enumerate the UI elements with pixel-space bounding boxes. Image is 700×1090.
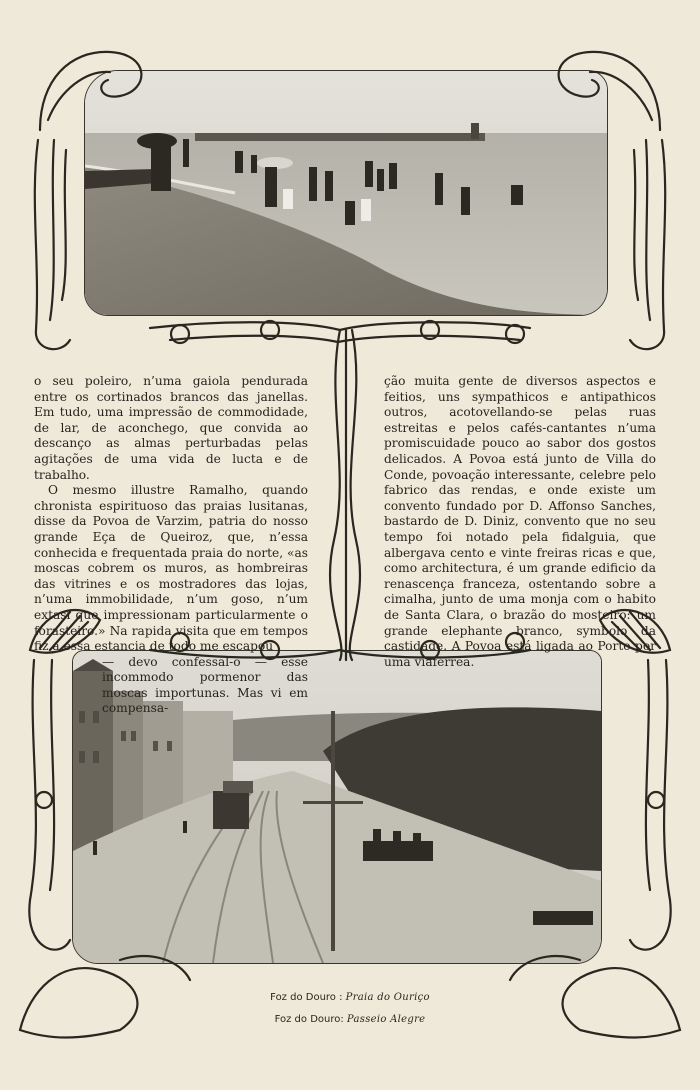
caption-subject: Passeio Alegre <box>346 1014 426 1025</box>
article-right-column <box>384 374 656 670</box>
article-left-column <box>34 374 308 717</box>
caption-bottom-photo <box>0 1014 700 1025</box>
caption-place: Foz do Douro: <box>274 1014 344 1025</box>
beach-scene <box>85 71 607 315</box>
paragraph: — devo confessal-o — esse incommodo pormenor das moscas importunas. Mas vi em compensa- <box>102 654 308 716</box>
caption-subject: Praia do Ouriço <box>345 992 430 1003</box>
paragraph: O mesmo illustre Ramalho, quando chronista espirituoso das praias lusitanas, disse da Povoa de Varzim, patria do nosso grande Eça de Queiroz, que, n’essa conhecida e frequentada praia do norte, «as moscas cobrem os muros, as hombreiras das vitrines e os mostradores das lojas, n’uma immobilidade, n’um goso, n’um extasi que impressionam particularmente o forasteiro.» Na rapida visita que em tempos fiz a essa estancia de todo me escapou <box>34 483 308 654</box>
paragraph: o seu poleiro, n’uma gaiola pendurada entre os cortinados brancos das janellas. Em tudo, uma impressão de commodidade, de lar, de aconchego, que convida ao descanço as almas perturbadas pelas agitações de uma vida de lucta e de trabalho. <box>34 374 308 482</box>
beach-photo <box>84 70 608 316</box>
paragraph: ção muita gente de diversos aspectos e feitios, uns sympathicos e antipathicos outros, acotovellando-se pelas ruas estreitas e pelos cafés-cantantes n’uma promiscuidade pouco ao sabor dos gostos delicados. A Povoa está junto de Villa do Conde, povoação interessante, celebre pelo fabrico das rendas, e onde existe um convento fundado por D. Affonso Sanches, bastardo de D. Diniz, convento que no seu tempo foi notado pela fidalguia, que albergava cento e vinte freiras ricas e que, como architectura, é um grande edificio da renascença franceza, ostentando sobre a cimalha, junto de uma monja com o habito de Santa Clara, o brazão do mosteiro: um grande elephante branco, symbolo da castidade. A Povoa está ligada ao Porto por uma viaferrea. <box>384 374 656 669</box>
caption-top-photo <box>0 992 700 1003</box>
caption-place: Foz do Douro : <box>270 992 343 1003</box>
